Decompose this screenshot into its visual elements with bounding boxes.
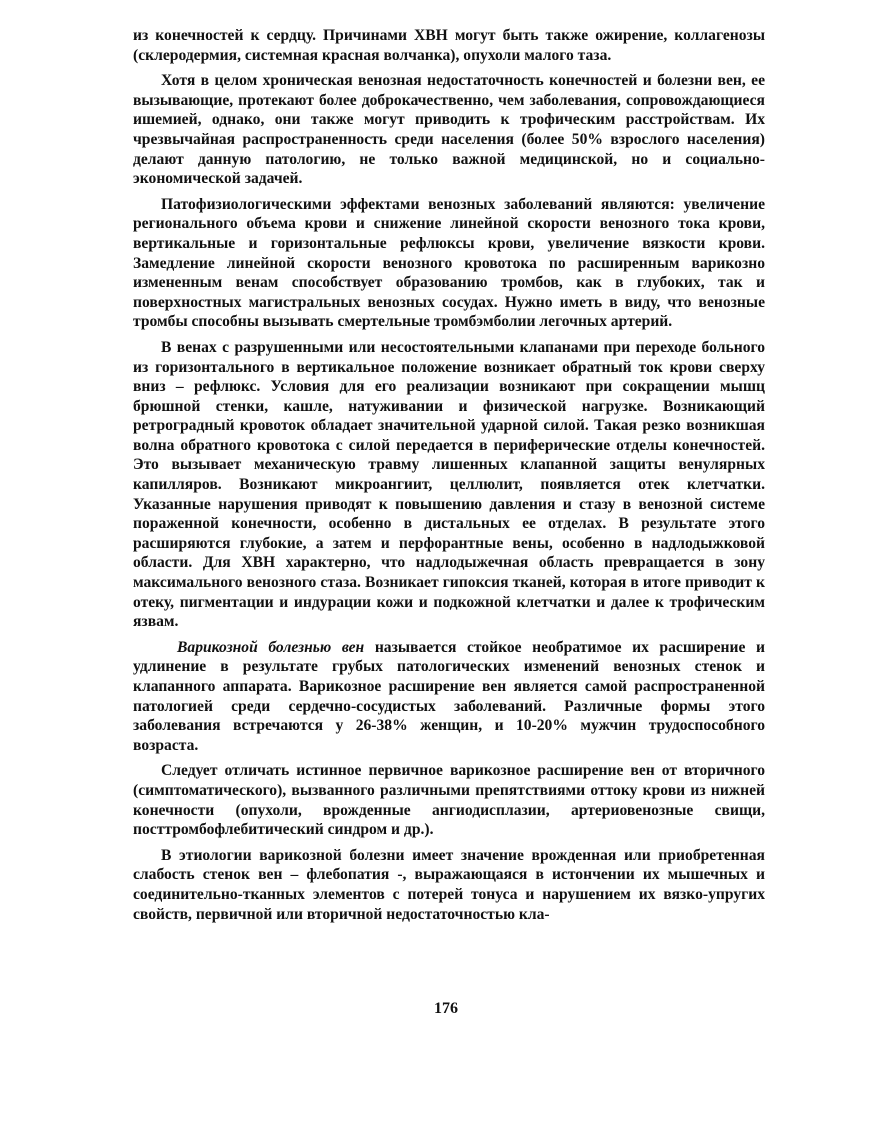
paragraph-5-body: называется стойкое необратимое их расширение и удлинение в результате грубых патологических изменений венозных стенок и клапанного аппарата. Варикозное расширение вен является самой распространенной патологией среди сердечно-сосудистых заболеваний. Различные формы этого заболевания встречаются у 26-38% женщин, и 10-20% мужчин трудоспособного возраста.: [133, 638, 766, 754]
page-text-column: [133, 26, 765, 930]
paragraph-3: Патофизиологическими эффектами венозных заболеваний являются: увеличение регионального объема крови и снижение линейной скорости венозного тока крови, вертикальные и горизонтальные рефлюксы крови, увеличение вязкости крови. Замедление линейной скорости венозного кровотока по расширенным варикозно измененным венам способствует образованию тромбов, как в глубоких, так и поверхностных магистральных венозных сосудах. Нужно иметь в виду, что венозные тромбы способны вызывать смертельные тромбэмболии легочных артерий.: [133, 195, 765, 331]
paragraph-4: В венах с разрушенными или несостоятельными клапанами при переходе больного из горизонтального в вертикальное положение возникает обратный ток крови сверху вниз – рефлюкс. Условия для его реализации возникают при сокращении мышц брюшной стенки, кашле, натуживании и физической нагрузке. Возникающий ретроградный кровоток обладает значительной ударной силой. Такая резко возникшая волна обратного кровотока с силой передается в периферические отделы конечностей. Это вызывает механическую травму лишенных клапанной защиты венулярных капилляров. Возникают микроангиит, целлюлит, появляется отек клетчатки. Указанные нарушения приводят к повышению давления и стазу в венозной системе пораженной конечности, особенно в дистальных ее отделах. В результате этого расширяются глубокие, а затем и перфорантные вены, особенно в надлодыжковой области. Для ХВН характерно, что надлодыжечная область превращается в зону максимального венозного стаза. Возникает гипоксия тканей, которая в итоге приводит к отеку, пигментации и индурации кожи и подкожной клетчатки и далее к трофическим язвам.: [133, 338, 765, 631]
page-number: 176: [434, 1000, 458, 1017]
paragraph-6: Следует отличать истинное первичное варикозное расширение вен от вторичного (симптоматического), вызванного различными препятствиями оттоку крови из нижней конечности (опухоли, врожденные ангиодисплазии, артериовенозные свищи, посттромбофлебитический синдром и др.).: [133, 762, 765, 839]
paragraph-7: В этиологии варикозной болезни имеет значение врожденная или приобретенная слабость стенок вен – флебопатия -, выражающаяся в истончении их мышечных и соединительно-тканных элементов с потерей тонуса и нарушением их вязко-упругих свойств, первичной или вторичной недостаточностью кла-: [133, 846, 765, 923]
paragraph-5: [133, 638, 765, 756]
term-varicose-disease: Варикозной болезнью вен: [177, 638, 365, 656]
paragraph-2: Хотя в целом хроническая венозная недостаточность конечностей и болезни вен, ее вызывающие, протекают более доброкачественно, чем заболевания, сопровождающиеся ишемией, однако, они также могут приводить к трофическим расстройствам. Их чрезвычайная распространенность среди населения (более 50% взрослого населения) делают данную патологию, не только важной медицинской, но и социально-экономической задачей.: [133, 72, 765, 188]
paragraph-1: из конечностей к сердцу. Причинами ХВН могут быть также ожирение, коллагенозы (склеродермия, системная красная волчанка), опухоли малого таза.: [133, 27, 765, 64]
